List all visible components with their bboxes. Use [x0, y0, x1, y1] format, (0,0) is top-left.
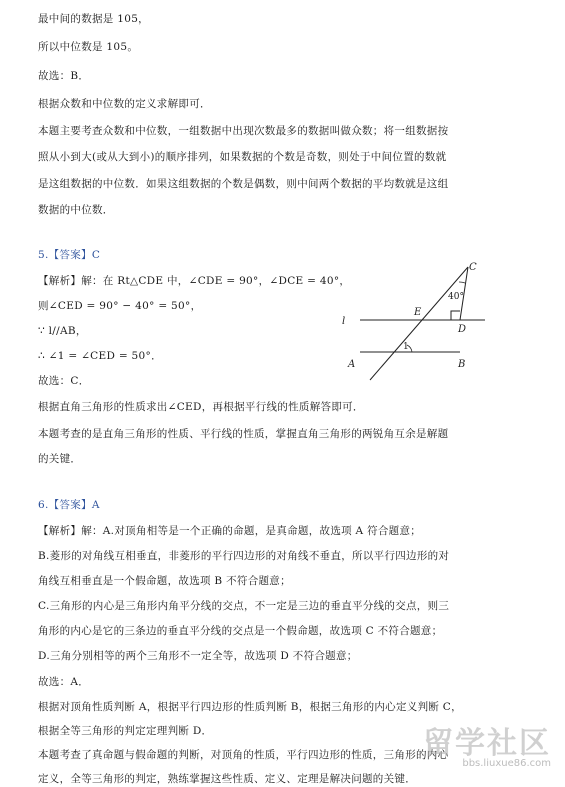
q4-line-8: 数据的中位数．	[38, 204, 114, 216]
right-angle-mark	[451, 311, 460, 320]
watermark	[423, 718, 551, 769]
label-c: C	[469, 262, 477, 273]
q4-line-2: 所以中位数是 105。	[38, 41, 139, 53]
q6-line-7: 故选：A．	[38, 676, 90, 688]
q6-line-2: B.菱形的对角线互相垂直，非菱形的平行四边形的对角线不垂直，所以平行四边形的对	[38, 550, 450, 562]
label-b: B	[458, 359, 466, 370]
q4-line-6: 照从小到大(或从大到小)的顺序排列，如果数据的个数是奇数，则处于中间位置的数就	[38, 151, 447, 163]
label-a: A	[348, 359, 356, 370]
q4-line-1: 最中间的数据是 105，	[38, 13, 149, 25]
label-angle-1: 1	[403, 342, 409, 352]
q5-line-1: 【解析】解：在 Rt△CDE 中，∠CDE = 90°，∠DCE = 40°，	[38, 275, 351, 287]
q5-line-2: 则∠CED = 90° − 40° = 50°，	[38, 300, 202, 312]
q5-line-4: ∴ ∠1 = ∠CED = 50°．	[38, 350, 162, 362]
q6-line-10: 本题考查了真命题与假命题的判断，对顶角的性质，平行四边形的性质，三角形的内心	[38, 749, 449, 761]
q6-line-8: 根据对顶角性质判断 A，根据平行四边形的性质判断 B，根据三角形的内心定义判断 C，	[38, 701, 462, 713]
q6-line-1: 【解析】解：A.对顶角相等是一个正确的命题，是真命题，故选项 A 符合题意；	[38, 525, 422, 537]
q5-answer-heading: 5.【答案】C	[38, 249, 101, 261]
label-e: E	[414, 307, 422, 318]
q6-answer-heading: 6.【答案】A	[38, 499, 100, 511]
q6-line-9: 根据全等三角形的判定定理判断 D．	[38, 725, 213, 737]
q4-line-3: 故选：B．	[38, 70, 90, 82]
q5-line-6: 根据直角三角形的性质求出∠CED，再根据平行线的性质解答即可．	[38, 401, 364, 413]
q6-line-6: D.三角分别相等的两个三角形不一定全等，故选项 D 不符合题意；	[38, 650, 358, 662]
label-40-degrees: 40°	[448, 292, 464, 302]
watermark-url: bbs.liuxue86.com	[462, 758, 551, 769]
label-d: D	[458, 324, 467, 335]
geometry-figure	[330, 258, 500, 383]
q5-line-7: 本题考查的是直角三角形的性质、平行线的性质，掌握直角三角形的两锐角互余是解题	[38, 428, 449, 440]
q6-line-4: C.三角形的内心是三角形内角平分线的交点，不一定是三边的垂直平分线的交点，则三	[38, 600, 450, 612]
watermark-logo: 留学社区	[423, 726, 551, 761]
label-l: l	[342, 316, 346, 327]
q4-line-4: 根据众数和中位数的定义求解即可．	[38, 98, 211, 110]
q4-line-5: 本题主要考查众数和中位数，一组数据中出现次数最多的数据叫做众数；将一组数据按	[38, 125, 449, 137]
q6-line-3: 角线互相垂直是一个假命题，故选项 B 不符合题意；	[38, 575, 291, 587]
q5-line-3: ∵ l//AB，	[38, 325, 87, 337]
q5-line-8: 的关键．	[38, 453, 82, 465]
q5-line-5: 故选：C．	[38, 375, 90, 387]
q6-line-11: 定义，全等三角形的判定，熟练掌握这些性质、定义、定理是解决问题的关键．	[38, 773, 416, 785]
q4-line-7: 是这组数据的中位数．如果这组数据的个数是偶数，则中间两个数据的平均数就是这组	[38, 178, 449, 190]
q6-line-5: 角形的内心是它的三条边的垂直平分线的交点是一个假命题，故选项 C 不符合题意；	[38, 625, 443, 637]
transversal-ce	[370, 267, 468, 380]
angle-40-arc	[459, 282, 465, 283]
